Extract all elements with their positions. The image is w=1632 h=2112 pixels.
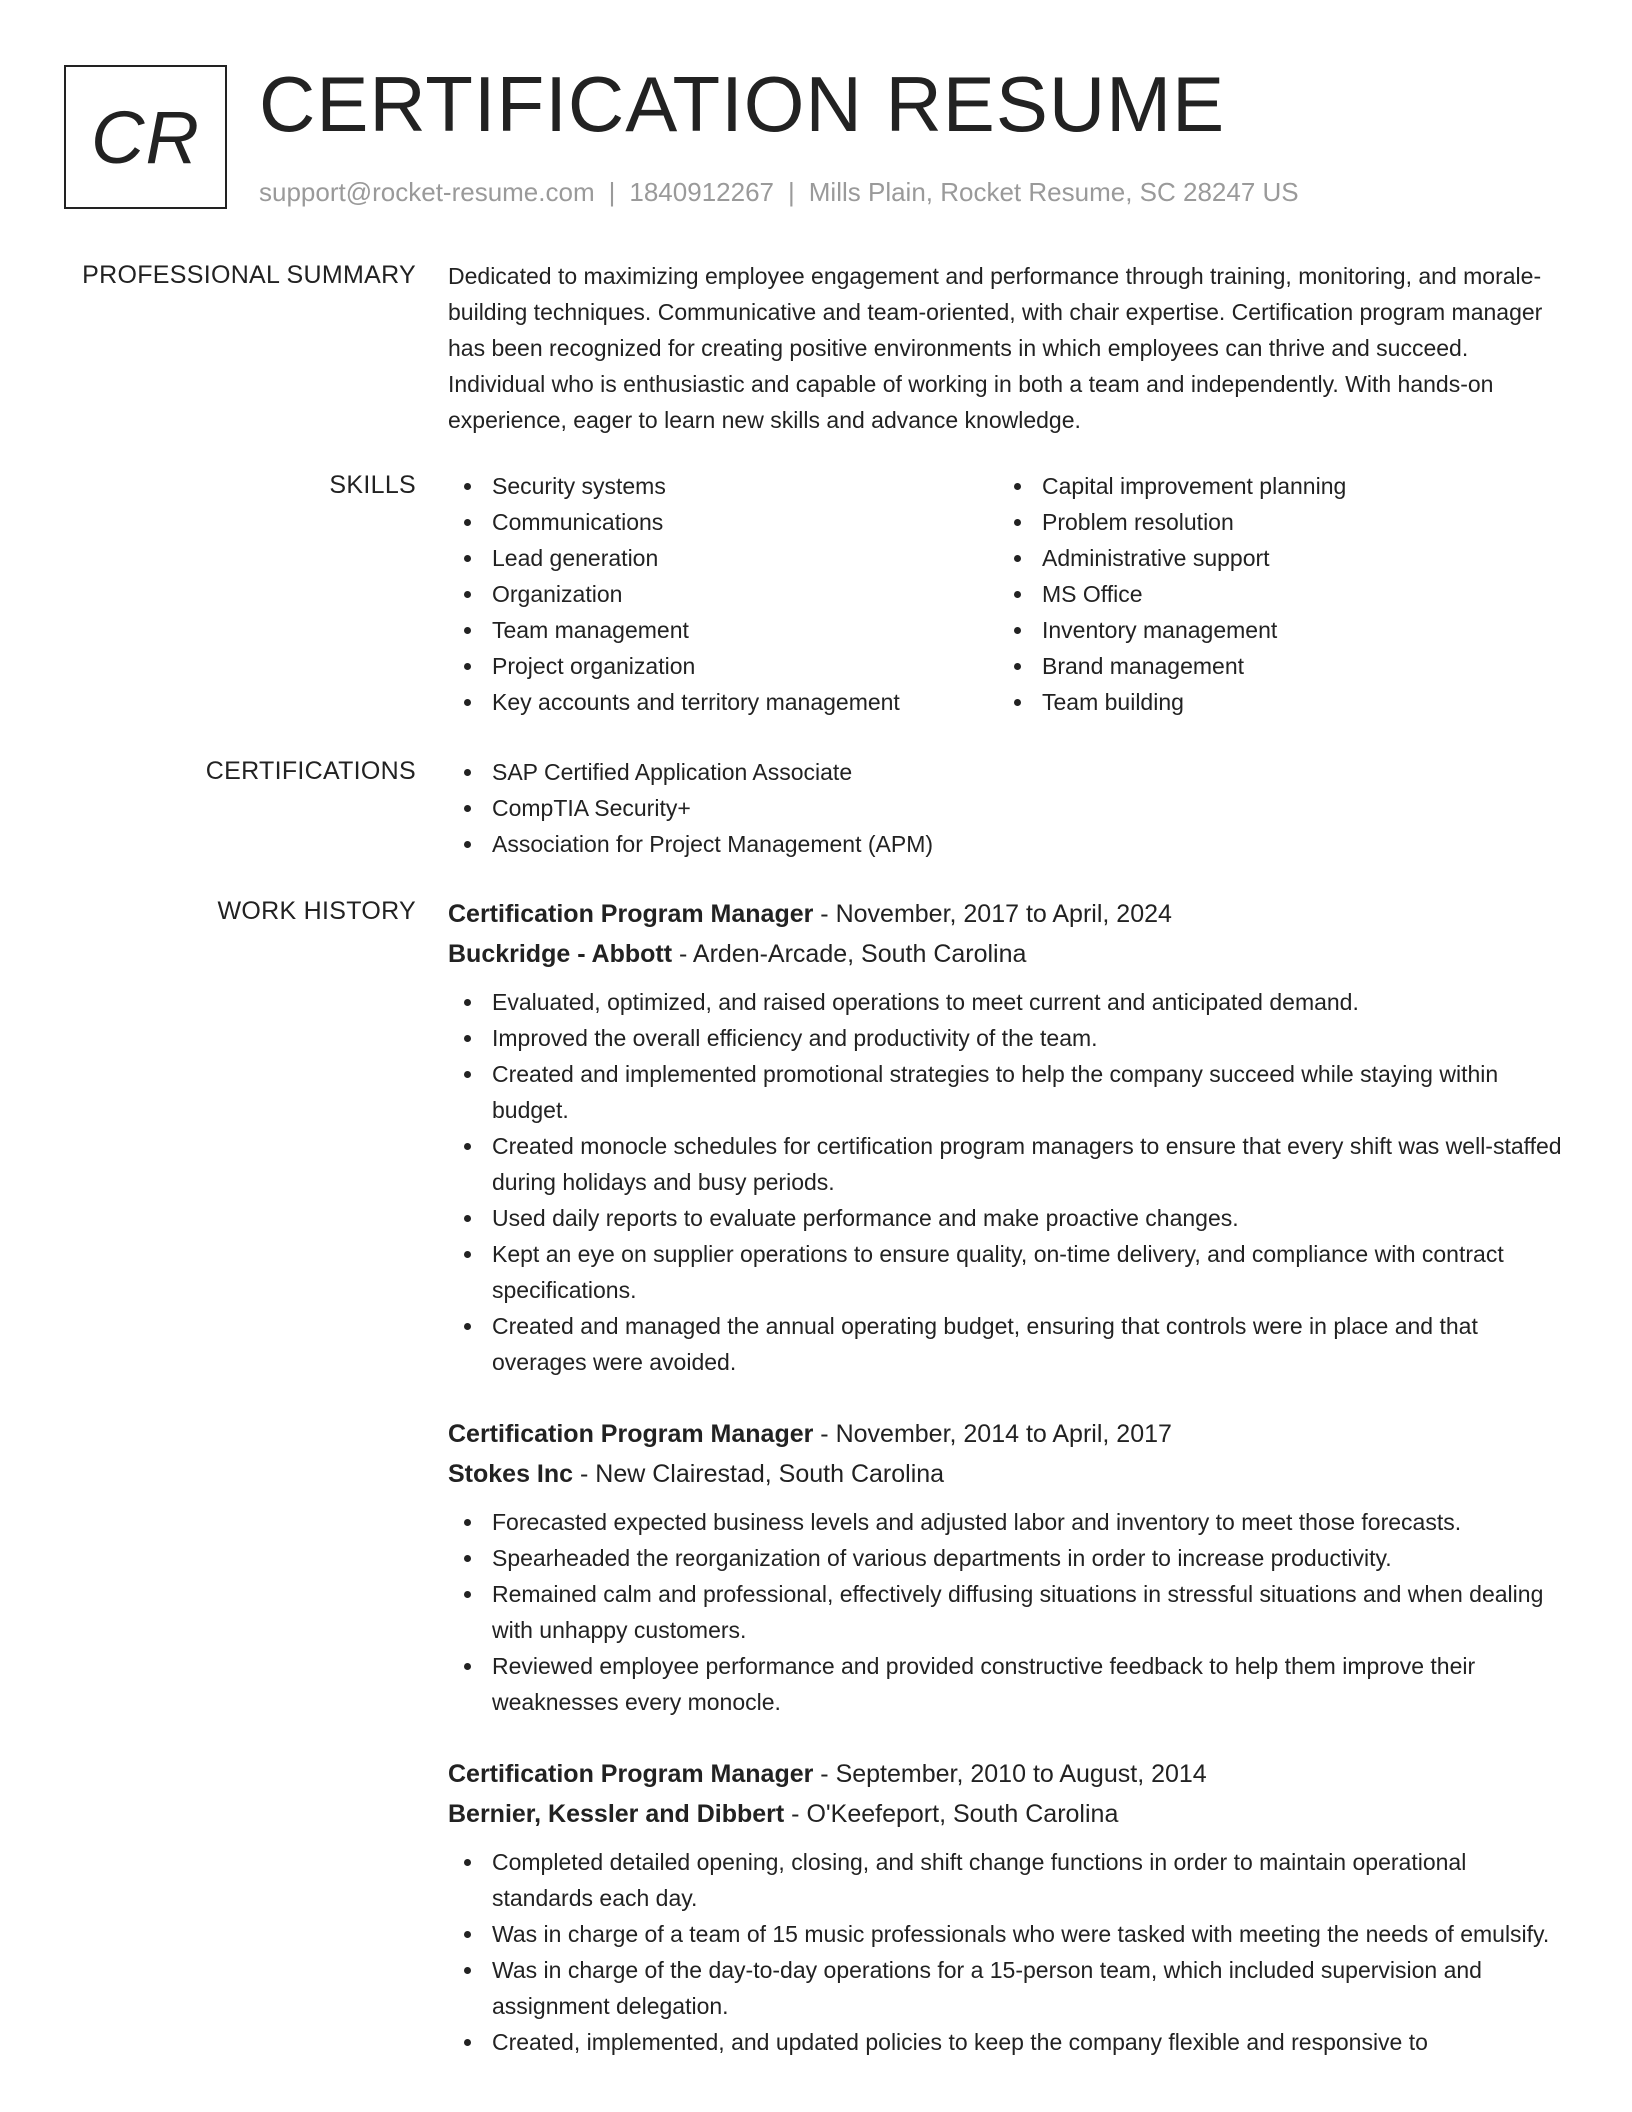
contact-line <box>259 176 1299 208</box>
skill-item: Problem resolution <box>998 504 1548 540</box>
job-title-line <box>448 1754 1568 1794</box>
job-company-line <box>448 1454 1568 1494</box>
resume-title: CERTIFICATION RESUME <box>259 60 1226 148</box>
job-title-line <box>448 894 1568 934</box>
job-bullet: Created monocle schedules for certification program managers to ensure that every shift was well-staffed during holidays and busy periods. <box>448 1128 1568 1200</box>
certifications-heading: CERTIFICATIONS <box>205 757 416 785</box>
job-bullets <box>448 1844 1568 2060</box>
contact-phone[interactable]: 1840912267 <box>629 177 774 207</box>
job-bullet: Forecasted expected business levels and adjusted labor and inventory to meet those forecasts. <box>448 1504 1568 1540</box>
job-bullet: Improved the overall efficiency and productivity of the team. <box>448 1020 1568 1056</box>
job-bullet: Was in charge of a team of 15 music professionals who were tasked with meeting the needs of emulsify. <box>448 1916 1568 1952</box>
job-bullet: Kept an eye on supplier operations to ensure quality, on-time delivery, and compliance with contract specifications. <box>448 1236 1568 1308</box>
job-bullet: Evaluated, optimized, and raised operations to meet current and anticipated demand. <box>448 984 1568 1020</box>
job-dates: - November, 2017 to April, 2024 <box>813 900 1172 928</box>
job-bullets <box>448 1504 1568 1720</box>
skills-list-right <box>998 468 1548 720</box>
job-bullet: Spearheaded the reorganization of various departments in order to increase productivity. <box>448 1540 1568 1576</box>
contact-email[interactable]: support@rocket-resume.com <box>259 177 595 207</box>
job-location: - Arden-Arcade, South Carolina <box>672 940 1027 968</box>
summary-heading: PROFESSIONAL SUMMARY <box>82 261 416 289</box>
skill-item: Organization <box>448 576 998 612</box>
skill-item: Team management <box>448 612 998 648</box>
skills-list-left <box>448 468 998 720</box>
skill-item: Team building <box>998 684 1548 720</box>
job-dates: - November, 2014 to April, 2017 <box>813 1420 1172 1448</box>
job-bullet: Was in charge of the day-to-day operations for a 15-person team, which included supervision and assignment delegation. <box>448 1952 1568 2024</box>
skills-body <box>448 468 1568 720</box>
monogram-text: CR <box>91 95 200 179</box>
contact-separator: | <box>608 177 616 207</box>
job-company-line <box>448 934 1568 974</box>
work-history-heading: WORK HISTORY <box>217 897 416 925</box>
job-company: Bernier, Kessler and Dibbert <box>448 1800 785 1828</box>
job-company: Buckridge - Abbott <box>448 940 673 968</box>
job-entry <box>448 1754 1568 2060</box>
skill-item: Inventory management <box>998 612 1548 648</box>
certification-item: CompTIA Security+ <box>448 790 1568 826</box>
job-location: - O'Keefeport, South Carolina <box>784 1800 1119 1828</box>
job-title: Certification Program Manager <box>448 900 814 928</box>
summary-body <box>448 258 1568 438</box>
job-title-line <box>448 1414 1568 1454</box>
summary-text: Dedicated to maximizing employee engagement and performance through training, monitoring, and morale-building techniques. Communicative and team-oriented, with chair expertise. Certification program manager has been recognized for creating positive environments in which employees can thrive and succeed. Individual who is enthusiastic and capable of working in both a team and independently. With hands-on experience, eager to learn new skills and advance knowledge. <box>448 263 1543 433</box>
skill-item: Lead generation <box>448 540 998 576</box>
skill-item: Capital improvement planning <box>998 468 1548 504</box>
skill-item: Key accounts and territory management <box>448 684 998 720</box>
monogram-box <box>64 65 227 209</box>
job-company: Stokes Inc <box>448 1460 574 1488</box>
contact-separator: | <box>788 177 795 207</box>
job-company-line <box>448 1794 1568 1834</box>
job-bullet: Used daily reports to evaluate performance and make proactive changes. <box>448 1200 1568 1236</box>
job-dates: - September, 2010 to August, 2014 <box>813 1760 1207 1788</box>
skill-item: Communications <box>448 504 998 540</box>
certification-item: SAP Certified Application Associate <box>448 754 1568 790</box>
job-entry <box>448 1414 1568 1720</box>
job-bullet: Reviewed employee performance and provided constructive feedback to help them improve their weaknesses every monocle. <box>448 1648 1568 1720</box>
skill-item: Brand management <box>998 648 1548 684</box>
work-history-body <box>448 894 1568 2094</box>
job-bullet: Completed detailed opening, closing, and shift change functions in order to maintain operational standards each day. <box>448 1844 1568 1916</box>
skill-item: Project organization <box>448 648 998 684</box>
job-title: Certification Program Manager <box>448 1420 814 1448</box>
skill-item: Administrative support <box>998 540 1548 576</box>
job-title: Certification Program Manager <box>448 1760 814 1788</box>
skill-item: MS Office <box>998 576 1548 612</box>
skill-item: Security systems <box>448 468 998 504</box>
skills-heading: SKILLS <box>329 471 416 499</box>
job-bullet: Created, implemented, and updated policies to keep the company flexible and responsive to <box>448 2024 1568 2060</box>
certifications-body <box>448 754 1568 862</box>
job-bullet: Created and implemented promotional strategies to help the company succeed while staying within budget. <box>448 1056 1568 1128</box>
job-bullet: Remained calm and professional, effectively diffusing situations in stressful situations and when dealing with unhappy customers. <box>448 1576 1568 1648</box>
job-entry <box>448 894 1568 1380</box>
job-bullet: Created and managed the annual operating budget, ensuring that controls were in place and that overages were avoided. <box>448 1308 1568 1380</box>
contact-address: Mills Plain, Rocket Resume, SC 28247 US <box>808 177 1299 207</box>
job-bullets <box>448 984 1568 1380</box>
job-location: - New Clairestad, South Carolina <box>573 1460 945 1488</box>
certifications-list <box>448 754 1568 862</box>
certification-item: Association for Project Management (APM) <box>448 826 1568 862</box>
